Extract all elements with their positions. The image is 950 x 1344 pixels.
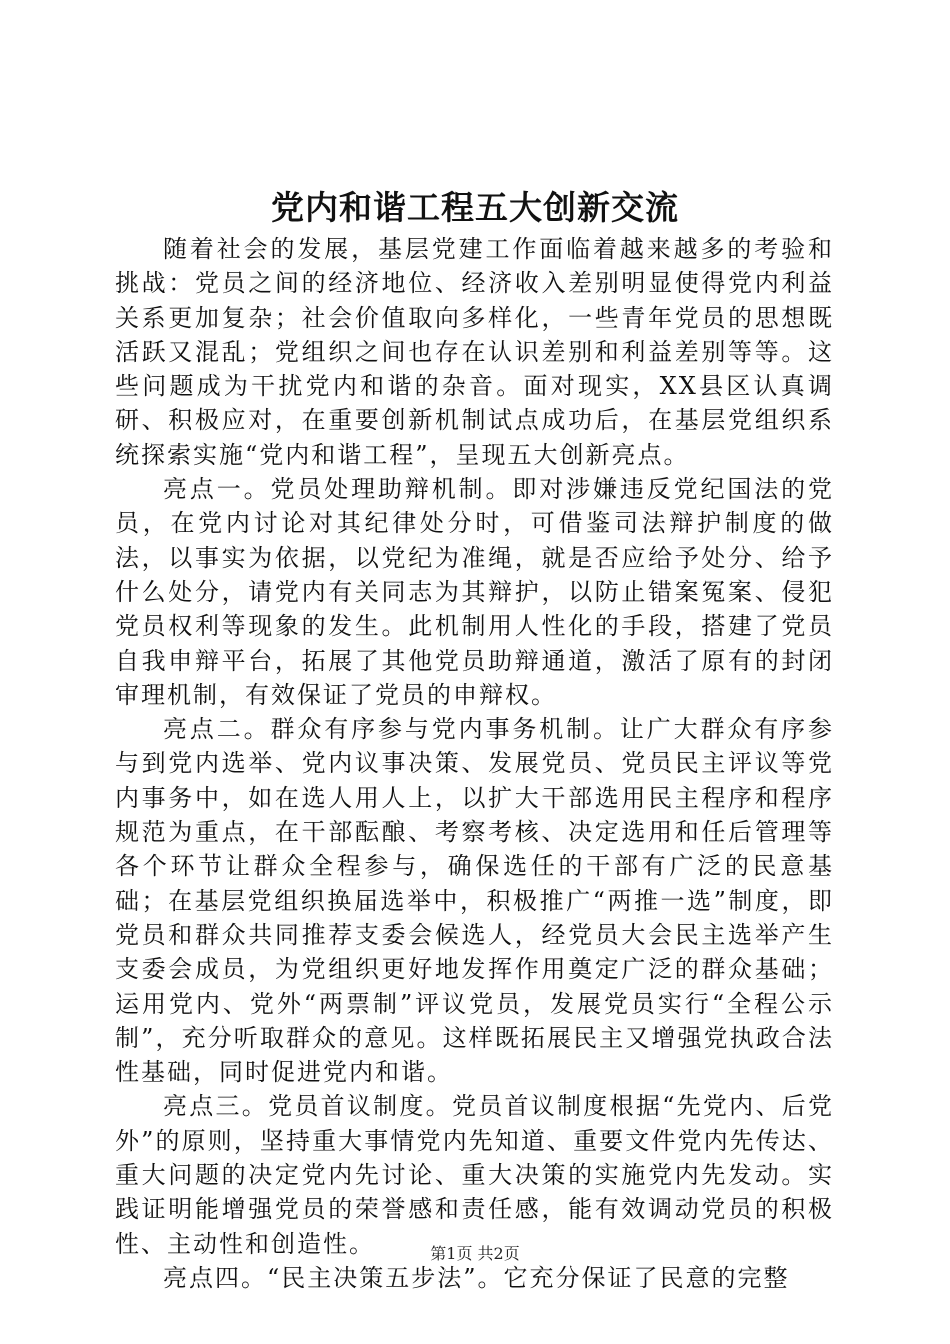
paragraph-highlight-2: 亮点二。群众有序参与党内事务机制。让广大群众有序参与到党内选举、党内议事决策、发展党员、党员民主评议等党内事务中，如在选人用人上，以扩大干部选用民主程序和程序规范为重点，在干部酝酿、考察考核、决定选用和任后管理等各个环节让群众全程参与，确保选任的干部有广泛的民意基础；在基层党组织换届选举中，积极推广“两推一选”制度，即党员和群众共同推荐支委会候选人，经党员大会民主选举产生支委会成员，为党组织更好地发挥作用奠定广泛的群众基础；运用党内、党外“两票制”评议党员，发展党员实行“全程公示制”，充分听取群众的意见。这样既拓展民主又增强党执政合法性基础，同时促进党内和谐。 bbox=[115, 715, 834, 1087]
paragraph-highlight-3: 亮点三。党员首议制度。党员首议制度根据“先党内、后党外”的原则，坚持重大事情党内先知道、重要文件党内先传达、重大问题的决定党内先讨论、重大决策的实施党内先发动。实践证明能增强党员的荣誉感和责任感，能有效调动党员的积极性、主动性和创造性。 bbox=[115, 1092, 834, 1258]
document-title: 党内和谐工程五大创新交流 bbox=[271, 188, 679, 227]
paragraph-highlight-1: 亮点一。党员处理助辩机制。即对涉嫌违反党纪国法的党员，在党内讨论对其纪律处分时，可借鉴司法辩护制度的做法，以事实为依据，以党纪为准绳，就是否应给予处分、给予什么处分，请党内有关同志为其辩护，以防止错案冤案、侵犯党员权利等现象的发生。此机制用人性化的手段，搭建了党员自我申辩平台，拓展了其他党员助辩通道，激活了原有的封闭审理机制，有效保证了党员的申辩权。 bbox=[115, 475, 834, 709]
paragraph-intro: 随着社会的发展，基层党建工作面临着越来越多的考验和挑战：党员之间的经济地位、经济收入差别明显使得党内利益关系更加复杂；社会价值取向多样化，一些青年党员的思想既活跃又混乱；党组织之间也存在认识差别和利益差别等等。这些问题成为干扰党内和谐的杂音。面对现实，XX县区认真调研、积极应对，在重要创新机制试点成功后，在基层党组织系统探索实施“党内和谐工程”，呈现五大创新亮点。 bbox=[115, 235, 834, 469]
page-number-footer: 第1页 共2页 bbox=[430, 1244, 520, 1263]
paragraph-highlight-4: 亮点四。“民主决策五步法”。它充分保证了民意的完整 bbox=[163, 1263, 790, 1292]
document-body bbox=[115, 232, 834, 1295]
